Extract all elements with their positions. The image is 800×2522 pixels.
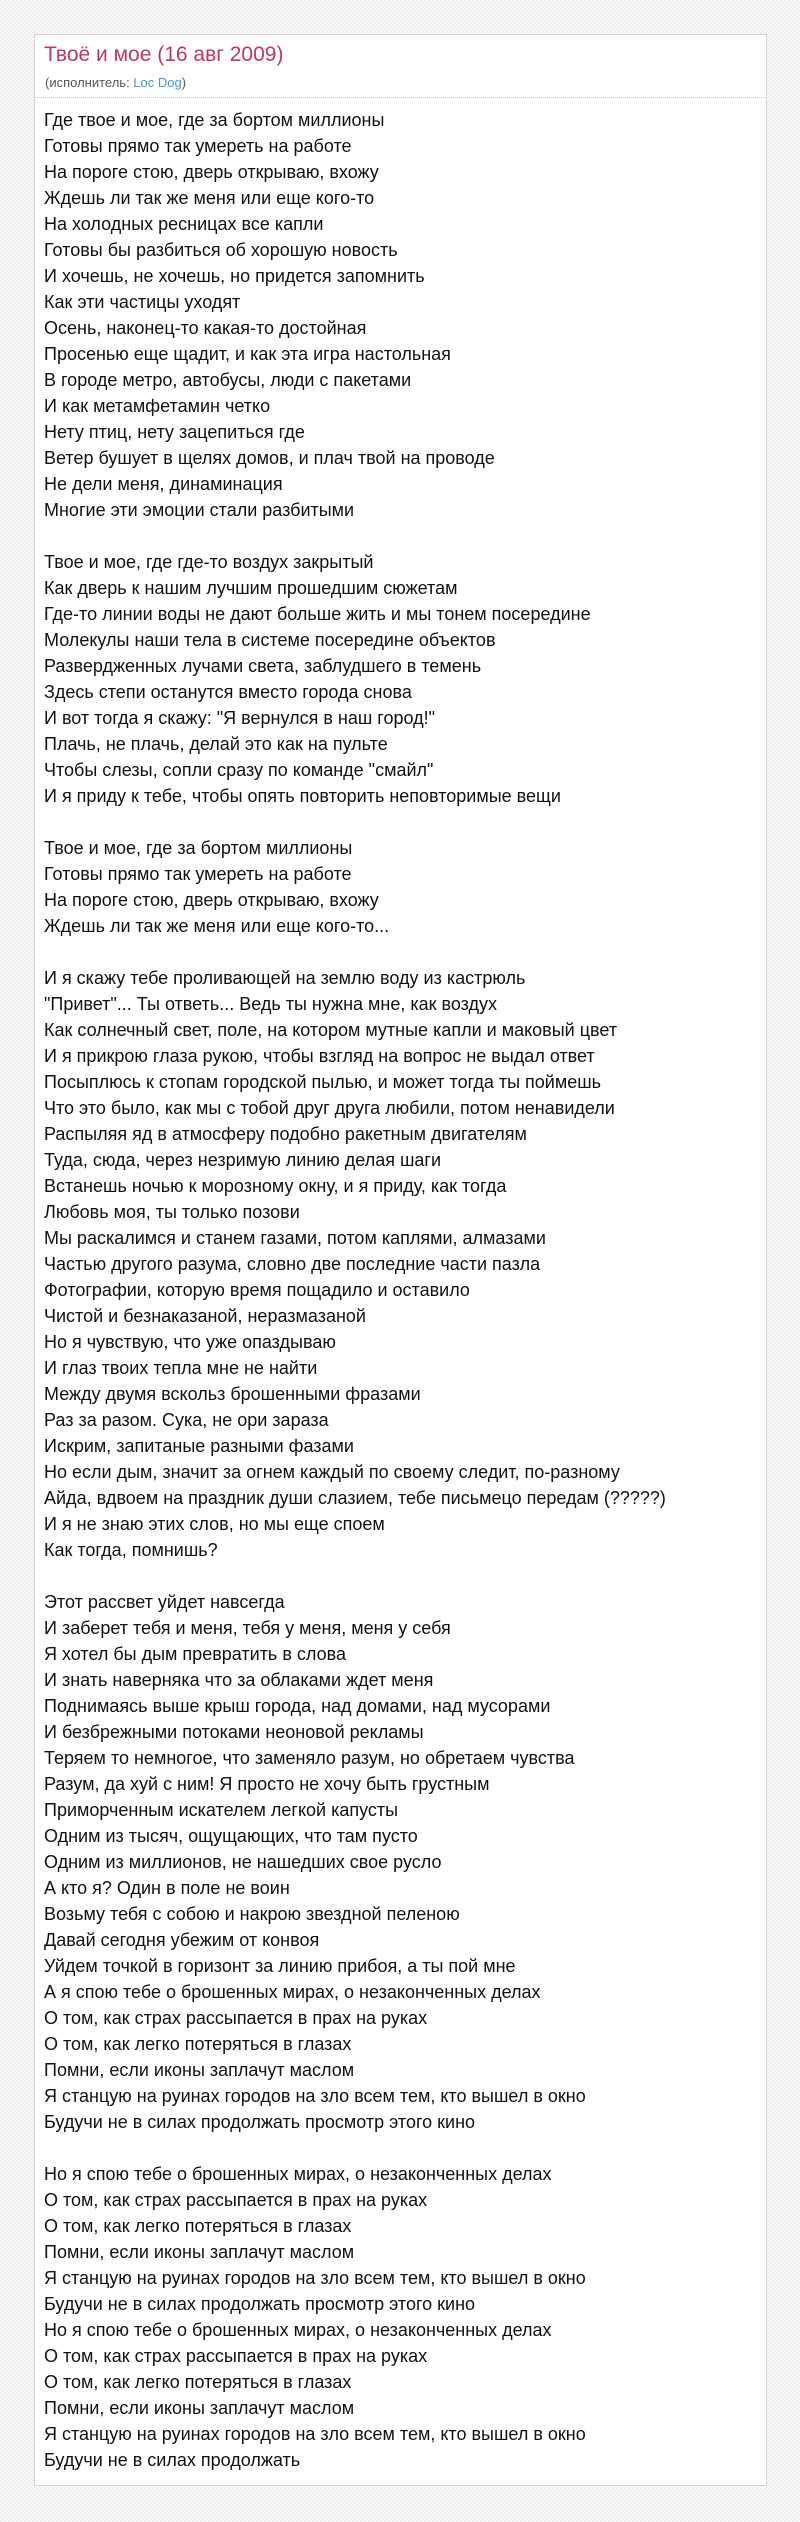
lyrics-stanza	[44, 835, 754, 939]
lyric-line: Где твое и мое, где за бортом миллионы	[44, 110, 385, 130]
lyric-line: И я не знаю этих слов, но мы еще споем	[44, 1514, 385, 1534]
lyric-line: Не дели меня, динаминация	[44, 474, 283, 494]
lyric-line: Приморченным искателем легкой капусты	[44, 1800, 399, 1820]
lyrics-body	[44, 107, 754, 2486]
lyric-line: И заберет тебя и меня, тебя у меня, меня у себя	[44, 1618, 451, 1638]
lyric-line: О том, как легко потеряться в глазах	[44, 2372, 352, 2392]
lyric-line: Чтобы слезы, сопли сразу по команде "смайл"	[44, 760, 434, 780]
lyric-line: Уйдем точкой в горизонт за линию прибоя, а ты пой мне	[44, 1956, 516, 1976]
lyric-line: Айда, вдвоем на праздник души слазием, тебе письмецо передам (?????)	[44, 1488, 666, 1508]
lyric-line: Но я спою тебе о брошенных мирах, о незаконченных делах	[44, 2320, 552, 2340]
lyric-line: Но я чувствую, что уже опаздываю	[44, 1332, 336, 1352]
lyric-line: Одним из миллионов, не нашедших свое русло	[44, 1852, 442, 1872]
lyric-line: И вот тогда я скажу: "Я вернулся в наш город!"	[44, 708, 435, 728]
lyric-line: О том, как страх рассыпается в прах на руках	[44, 2008, 428, 2028]
lyric-line: Будучи не в силах продолжать просмотр этого кино	[44, 2294, 476, 2314]
lyric-line: Частью другого разума, словно две последние части пазла	[44, 1254, 541, 1274]
lyrics-card	[34, 34, 767, 2486]
lyric-line: Я хотел бы дым превратить в слова	[44, 1644, 346, 1664]
lyric-line: Будучи не в силах продолжать просмотр этого кино	[44, 2112, 476, 2132]
lyric-line: И как метамфетамин четко	[44, 396, 271, 416]
lyric-line: Но я спою тебе о брошенных мирах, о незаконченных делах	[44, 2164, 552, 2184]
lyric-line: Любовь моя, ты только позови	[44, 1202, 300, 1222]
lyrics-stanza	[44, 965, 754, 1563]
lyrics-stanza	[44, 107, 754, 523]
lyric-line: И знать наверняка что за облаками ждет меня	[44, 1670, 434, 1690]
lyric-line: О том, как легко потеряться в глазах	[44, 2216, 352, 2236]
lyric-line: И глаз твоих тепла мне не найти	[44, 1358, 318, 1378]
lyric-line: Многие эти эмоции стали разбитыми	[44, 500, 355, 520]
lyric-line: Разум, да хуй с ним! Я просто не хочу быть грустным	[44, 1774, 490, 1794]
lyric-line: Туда, сюда, через незримую линию делая шаги	[44, 1150, 442, 1170]
lyric-line: Молекулы наши тела в системе посередине объектов	[44, 630, 496, 650]
lyric-line: Плачь, не плачь, делай это как на пульте	[44, 734, 388, 754]
lyric-line: О том, как легко потеряться в глазах	[44, 2034, 352, 2054]
lyric-line: Как тогда, помнишь?	[44, 1540, 218, 1560]
lyric-line: Этот рассвет уйдет навсегда	[44, 1592, 285, 1612]
lyric-line: Я станцую на руинах городов на зло всем тем, кто вышел в окно	[44, 2424, 586, 2444]
lyric-line: "Привет"... Ты ответь... Ведь ты нужна мне, как воздух	[44, 994, 498, 1014]
lyric-line: Где-то линии воды не дают больше жить и мы тонем посередине	[44, 604, 591, 624]
lyric-line: На пороге стою, дверь открываю, вхожу	[44, 162, 379, 182]
lyric-line: Помни, если иконы заплачут маслом	[44, 2060, 355, 2080]
lyrics-stanza	[44, 2161, 754, 2473]
lyric-line: О том, как страх рассыпается в прах на руках	[44, 2190, 428, 2210]
artist-suffix: )	[181, 75, 187, 90]
lyric-line: Мы раскалимся и станем газами, потом каплями, алмазами	[44, 1228, 546, 1248]
lyric-line: Помни, если иконы заплачут маслом	[44, 2242, 355, 2262]
artist-link[interactable]: Loc Dog	[133, 75, 182, 90]
lyric-line: Но если дым, значит за огнем каждый по своему следит, по-разному	[44, 1462, 620, 1482]
lyric-line: Готовы прямо так умереть на работе	[44, 864, 352, 884]
lyric-line: Ждешь ли так же меня или еще кого-то...	[44, 916, 390, 936]
lyric-line: И хочешь, не хочешь, но придется запомнить	[44, 266, 425, 286]
lyric-line: Помни, если иконы заплачут маслом	[44, 2398, 355, 2418]
song-header	[35, 35, 766, 98]
lyric-line: Просенью еще щадит, и как эта игра настольная	[44, 344, 451, 364]
lyric-line: Между двумя вскольз брошенными фразами	[44, 1384, 421, 1404]
lyric-line: И я прикрою глаза рукою, чтобы взгляд на вопрос не выдал ответ	[44, 1046, 595, 1066]
lyric-line: Я станцую на руинах городов на зло всем тем, кто вышел в окно	[44, 2268, 586, 2288]
lyric-line: Теряем то немногое, что заменяло разум, но обретаем чувства	[44, 1748, 575, 1768]
lyric-line: Посыплюсь к стопам городской пылью, и может тогда ты поймешь	[44, 1072, 602, 1092]
lyric-line: Осень, наконец-то какая-то достойная	[44, 318, 367, 338]
lyric-line: В городе метро, автобусы, люди с пакетами	[44, 370, 412, 390]
lyric-line: Как эти частицы уходят	[44, 292, 241, 312]
lyric-line: А я спою тебе о брошенных мирах, о незаконченных делах	[44, 1982, 541, 2002]
lyric-line: Как солнечный свет, поле, на котором мутные капли и маковый цвет	[44, 1020, 618, 1040]
lyric-line: Развердженных лучами света, заблудшего в темень	[44, 656, 482, 676]
lyric-line: Здесь степи останутся вместо города снова	[44, 682, 412, 702]
lyric-line: Готовы прямо так умереть на работе	[44, 136, 352, 156]
lyric-line: И безбрежными потоками неоновой рекламы	[44, 1722, 424, 1742]
lyrics-stanza	[44, 549, 754, 809]
lyric-line: Что это было, как мы с тобой друг друга любили, потом ненавидели	[44, 1098, 615, 1118]
lyric-line: Фотографии, которую время пощадило и оставило	[44, 1280, 470, 1300]
artist-line	[45, 75, 186, 91]
lyric-line: Готовы бы разбиться об хорошую новость	[44, 240, 398, 260]
lyric-line: Одним из тысяч, ощущающих, что там пусто	[44, 1826, 418, 1846]
lyric-line: На холодных ресницах все капли	[44, 214, 324, 234]
lyric-line: Возьму тебя с собою и накрою звездной пеленою	[44, 1904, 460, 1924]
lyric-line: Раз за разом. Сука, не ори зараза	[44, 1410, 329, 1430]
lyric-line: Встанешь ночью к морозному окну, и я приду, как тогда	[44, 1176, 507, 1196]
song-title: Твоё и мое (16 авг 2009)	[44, 43, 284, 66]
lyric-line: И я приду к тебе, чтобы опять повторить неповторимые вещи	[44, 786, 561, 806]
lyrics-stanza	[44, 1589, 754, 2135]
lyric-line: Чистой и безнаказаной, неразмазаной	[44, 1306, 366, 1326]
lyric-line: Поднимаясь выше крыш города, над домами, над мусорами	[44, 1696, 551, 1716]
lyric-line: Нету птиц, нету зацепиться где	[44, 422, 305, 442]
lyric-line: Давай сегодня убежим от конвоя	[44, 1930, 320, 1950]
lyric-line: Твое и мое, где за бортом миллионы	[44, 838, 353, 858]
lyric-line: На пороге стою, дверь открываю, вхожу	[44, 890, 379, 910]
lyric-line: Искрим, запитаные разными фазами	[44, 1436, 354, 1456]
lyric-line: О том, как страх рассыпается в прах на руках	[44, 2346, 428, 2366]
lyric-line: А кто я? Один в поле не воин	[44, 1878, 290, 1898]
lyric-line: Будучи не в силах продолжать	[44, 2450, 301, 2470]
lyric-line: Ветер бушует в щелях домов, и плач твой на проводе	[44, 448, 495, 468]
artist-prefix: (исполнитель:	[45, 75, 134, 90]
lyric-line: Распыляя яд в атмосферу подобно ракетным двигателям	[44, 1124, 527, 1144]
lyric-line: Как дверь к нашим лучшим прошедшим сюжетам	[44, 578, 458, 598]
lyric-line: Твое и мое, где где-то воздух закрытый	[44, 552, 374, 572]
lyric-line: И я скажу тебе проливающей на землю воду из кастрюль	[44, 968, 526, 988]
lyric-line: Ждешь ли так же меня или еще кого-то	[44, 188, 375, 208]
lyric-line: Я станцую на руинах городов на зло всем тем, кто вышел в окно	[44, 2086, 586, 2106]
